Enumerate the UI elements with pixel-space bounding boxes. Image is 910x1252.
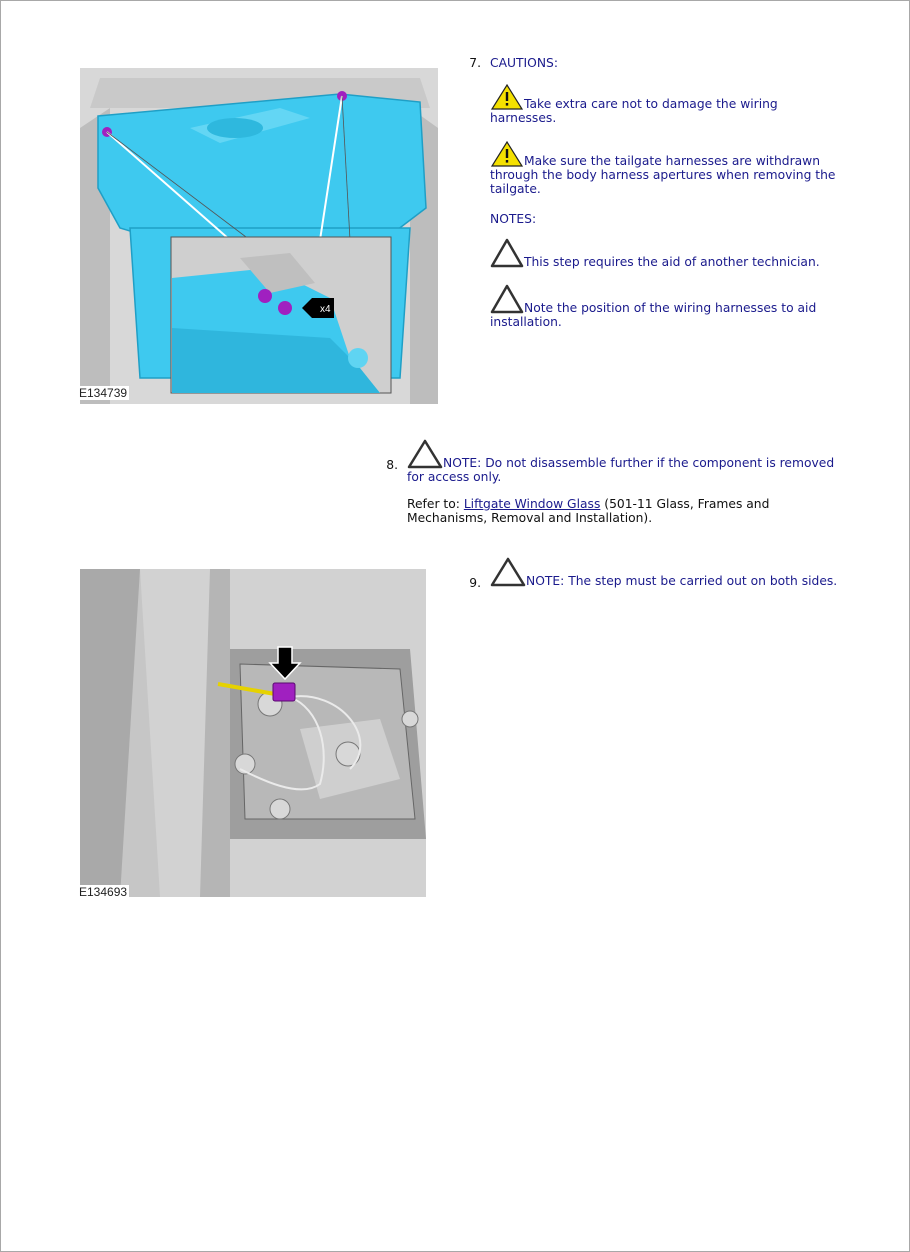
tailgate-trim-illustration (80, 68, 438, 404)
figure-tailgate-trim (80, 68, 438, 404)
warning-triangle-icon (490, 140, 524, 168)
note-triangle-icon (407, 438, 443, 470)
step-8-note-text: NOTE: Do not disassemble further if the component is removed for access only. (407, 456, 835, 484)
caution-1-text: Take extra care not to damage the wiring harnesses. (490, 97, 778, 125)
step-7-number: 7. (469, 56, 481, 70)
note-triangle-icon (490, 237, 524, 269)
figure-harness-connector (80, 569, 426, 897)
figure-id-1: E134739 (79, 386, 128, 400)
note-2 (490, 283, 845, 329)
liftgate-window-glass-link[interactable]: Liftgate Window Glass (463, 497, 601, 511)
step-8-number: 8. (386, 458, 398, 472)
cautions-heading: CAUTIONS: (490, 56, 558, 70)
refer-suffix: (501-11 Glass, Frames and Mechanisms, Removal and Installation). (407, 497, 770, 525)
note-1-text: This step requires the aid of another technician. (524, 255, 820, 269)
figure-id-2: E134693 (79, 885, 128, 899)
step-9-note (490, 556, 845, 588)
note-1 (490, 237, 845, 269)
warning-triangle-icon (490, 83, 524, 111)
step-8-note (407, 438, 847, 484)
step-9-note-text: NOTE: The step must be carried out on both sides. (526, 574, 838, 588)
refer-prefix: Refer to: (407, 497, 464, 511)
harness-connector-illustration (80, 569, 426, 897)
note-triangle-icon (490, 283, 524, 315)
step-8-refer (407, 497, 837, 525)
step-9-number: 9. (469, 576, 481, 590)
note-triangle-icon (490, 556, 526, 588)
caution-2 (490, 140, 845, 196)
caution-2-text: Make sure the tailgate harnesses are withdrawn through the body harness apertures when removing the tailgate. (490, 154, 836, 196)
note-2-text: Note the position of the wiring harnesses to aid installation. (490, 301, 817, 329)
caution-1 (490, 83, 845, 125)
notes-heading: NOTES: (490, 212, 537, 226)
fig1-badge: x4 (320, 304, 331, 315)
